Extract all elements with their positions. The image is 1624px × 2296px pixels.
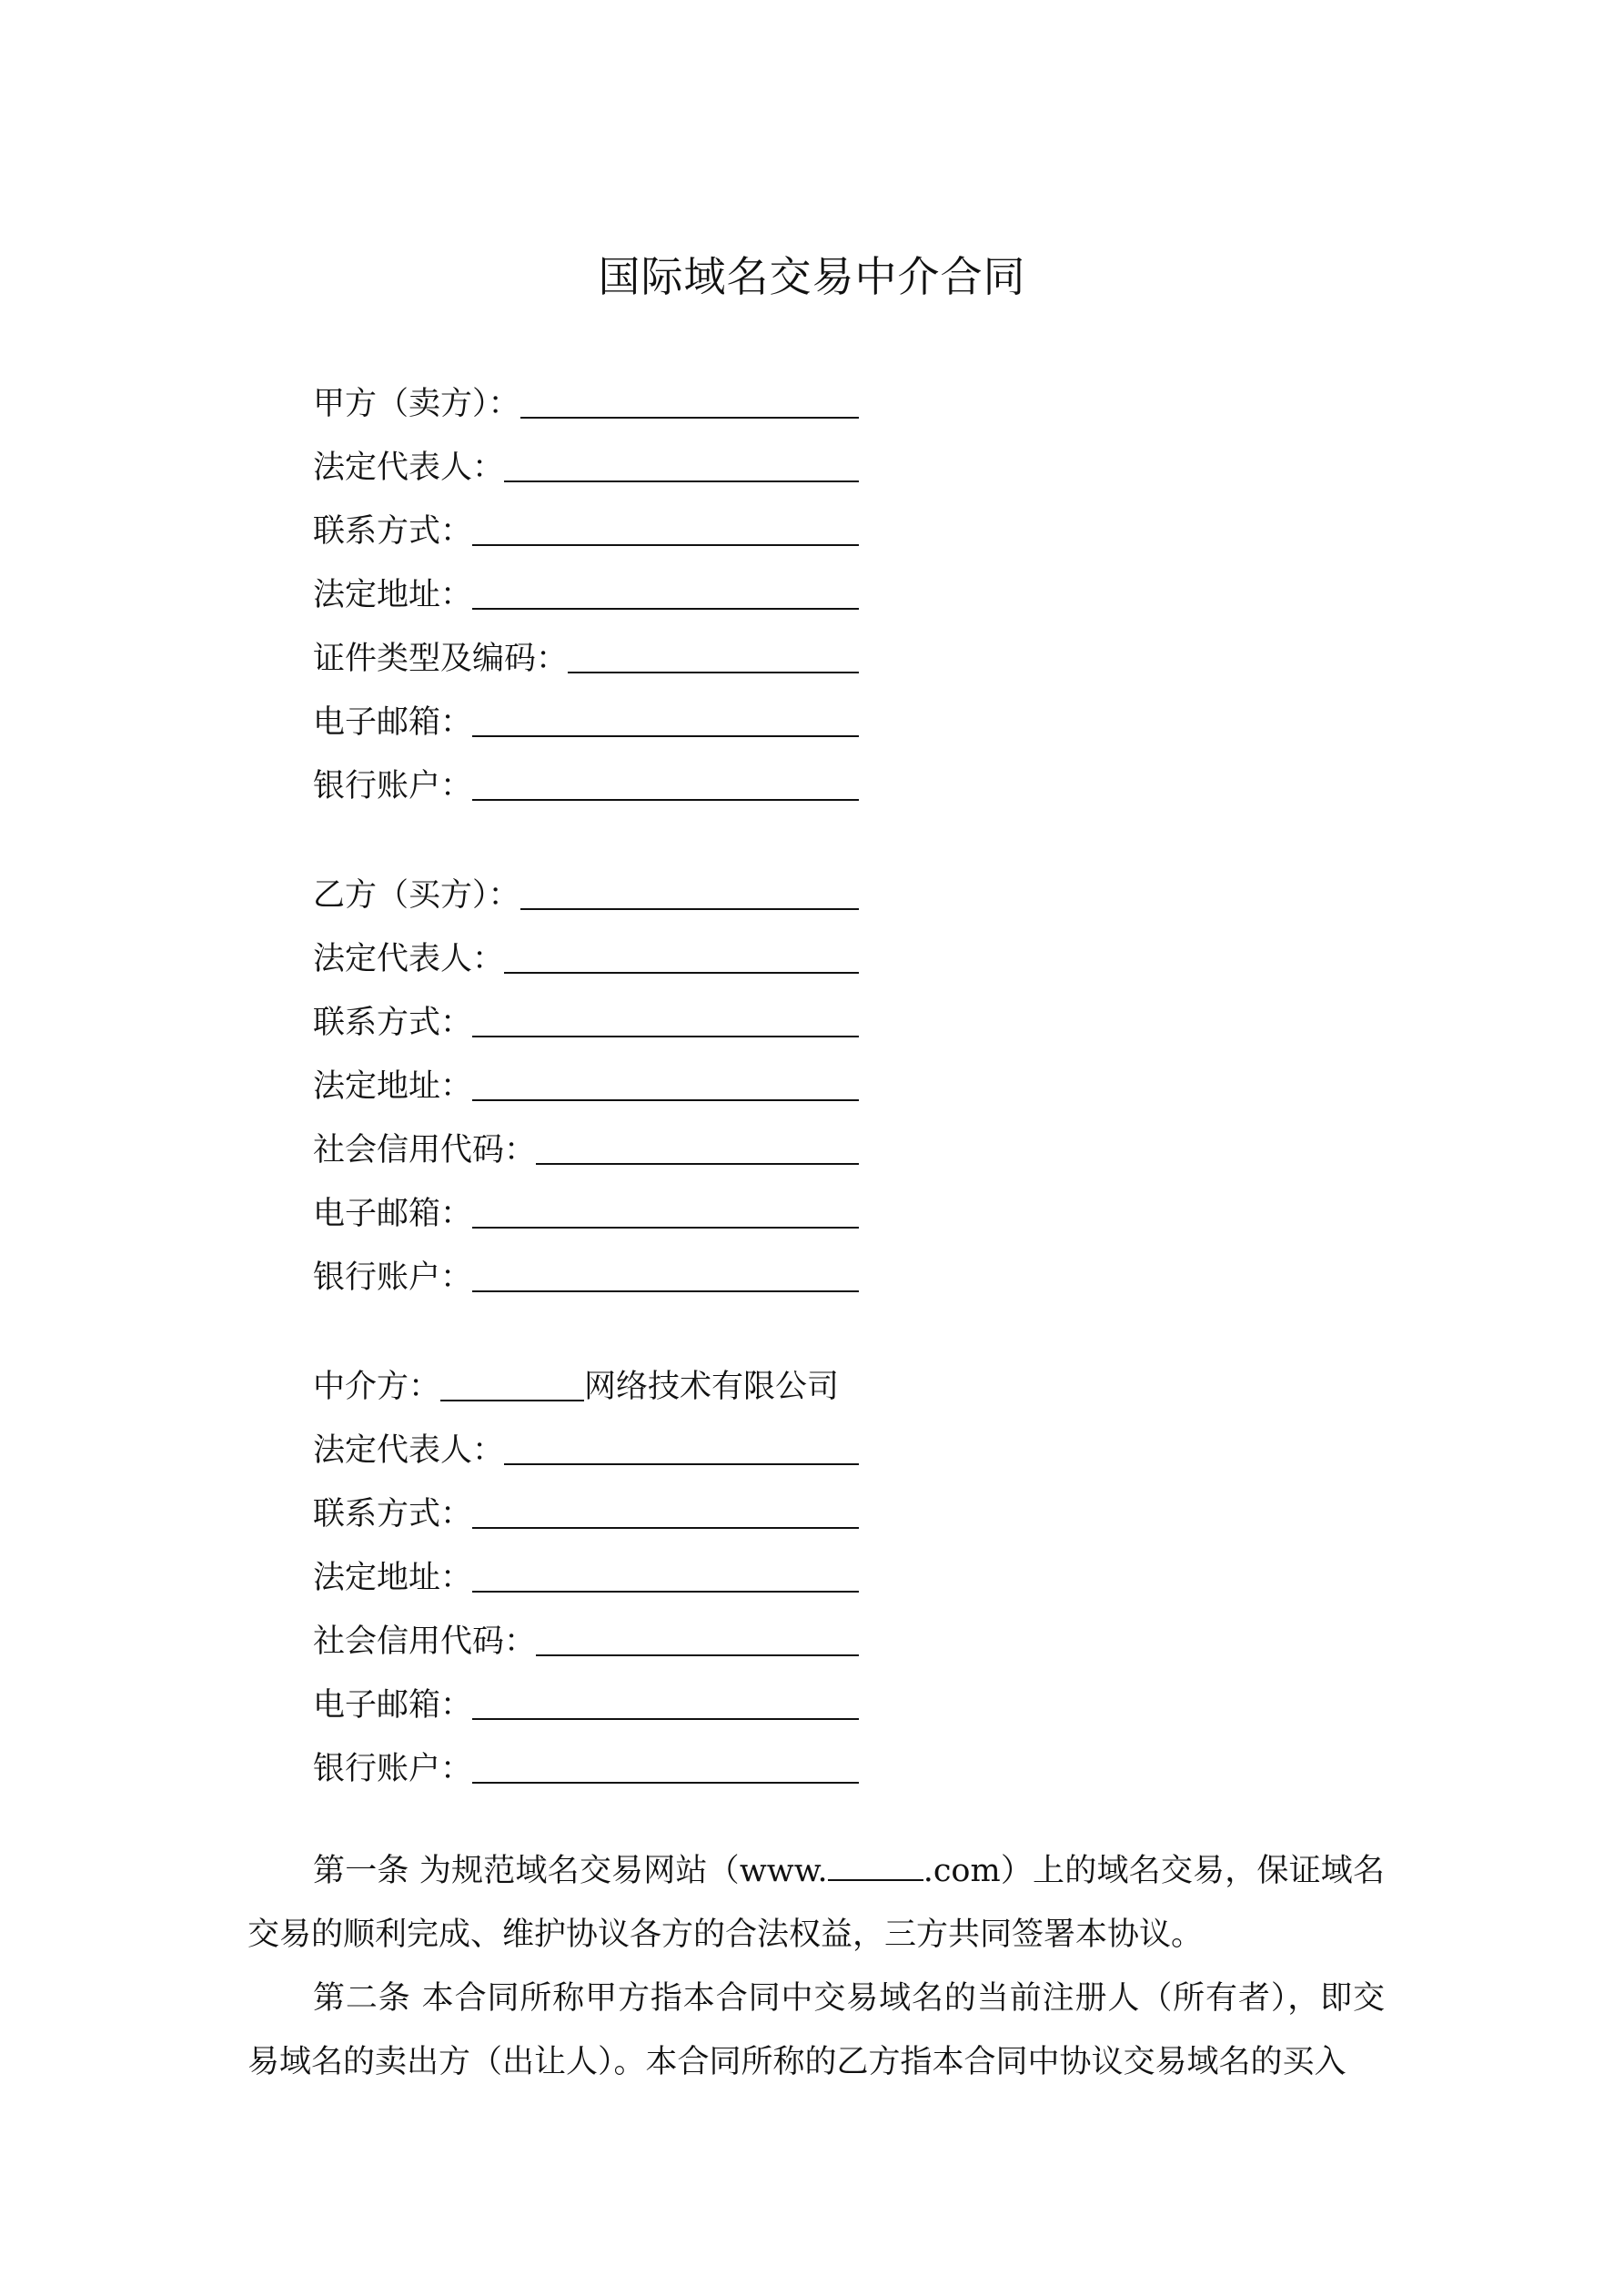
blank-line[interactable] [472,1099,859,1101]
party-a-name-field: 甲方（卖方）： [313,360,859,424]
article-2: 第二条 本合同所称甲方指本合同中交易域名的当前注册人（所有者），即交易域名的卖出方（出让人）。本合同所称的乙方指本合同中协议交易域名的买入 [247,1980,1385,2080]
blank-line[interactable] [472,544,859,546]
blank-line[interactable] [472,1527,859,1529]
blank-line[interactable] [472,1290,859,1292]
intermediary-address-field: 法定地址： [313,1534,859,1598]
blank-line[interactable] [504,972,859,974]
intermediary-contact-field: 联系方式： [313,1471,859,1534]
blank-line[interactable] [472,1782,859,1784]
intermediary-email-field: 电子邮箱： [313,1662,859,1725]
party-b-contact-field: 联系方式： [313,979,859,1043]
blank-line[interactable] [472,608,859,610]
intermediary-credit-code-field: 社会信用代码： [313,1598,859,1662]
blank-line[interactable] [472,735,859,737]
party-b-section [313,852,859,1298]
party-a-contact-field: 联系方式： [313,488,859,551]
intermediary-name-field: 中介方： 网络技术有限公司 [313,1369,840,1405]
party-a-bank-field: 银行账户： [313,743,859,806]
party-b-legal-rep-field: 法定代表人： [313,915,859,979]
blank-line[interactable] [520,908,859,910]
blank-line[interactable] [520,417,859,419]
blank-line[interactable] [536,1654,859,1656]
party-b-bank-field: 银行账户： [313,1234,859,1298]
party-a-address-field: 法定地址： [313,551,859,615]
blank-line[interactable] [472,799,859,801]
article-1: 第一条 为规范域名交易网站（www. .com）上的域名交易，保证域名交易的顺利完成、维护协议各方的合法权益，三方共同签署本协议。 [247,1853,1385,1953]
party-b-name-field: 乙方（买方）： [313,852,859,915]
party-b-address-field: 法定地址： [313,1043,859,1107]
blank-line[interactable] [472,1227,859,1229]
document-title: 国际域名交易中介合同 [598,252,1026,301]
blank-line[interactable] [504,1463,859,1465]
blank-line[interactable] [472,1591,859,1593]
party-a-section [313,360,859,806]
party-a-email-field: 电子邮箱： [313,679,859,743]
party-b-credit-code-field: 社会信用代码： [313,1107,859,1170]
blank-line[interactable] [536,1163,859,1165]
blank-line[interactable] [504,480,859,482]
website-blank[interactable] [828,1854,923,1881]
blank-line[interactable] [568,672,859,673]
party-b-email-field: 电子邮箱： [313,1170,859,1234]
blank-line[interactable] [472,1036,859,1037]
intermediary-section [313,1343,859,1789]
intermediary-legal-rep-field: 法定代表人： [313,1407,859,1471]
blank-line[interactable] [472,1718,859,1720]
party-a-legal-rep-field: 法定代表人： [313,424,859,488]
intermediary-bank-field: 银行账户： [313,1725,859,1789]
blank-line[interactable] [440,1400,584,1401]
party-a-id-field: 证件类型及编码： [313,615,859,679]
